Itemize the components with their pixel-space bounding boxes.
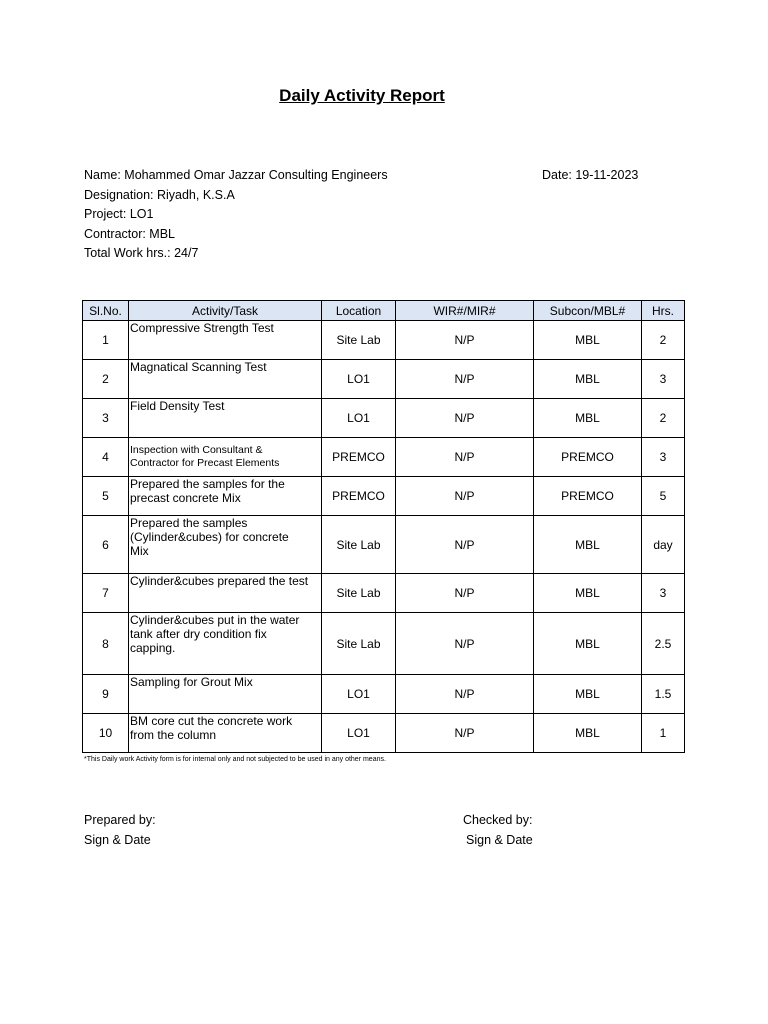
- header-location: Location: [322, 301, 396, 321]
- cell-activity: Sampling for Grout Mix: [129, 675, 322, 714]
- activity-line: capping.: [130, 641, 176, 655]
- cell-wir-mir: N/P: [396, 613, 534, 675]
- cell-wir-mir: N/P: [396, 714, 534, 753]
- cell-wir-mir: N/P: [396, 399, 534, 438]
- header-sl-no: Sl.No.: [83, 301, 129, 321]
- cell-sl-no: 6: [83, 516, 129, 574]
- cell-location: LO1: [322, 675, 396, 714]
- cell-sl-no: 7: [83, 574, 129, 613]
- cell-sl-no: 4: [83, 438, 129, 477]
- report-title: Daily Activity Report: [279, 86, 445, 105]
- cell-subcon: PREMCO: [534, 438, 642, 477]
- cell-wir-mir: N/P: [396, 477, 534, 516]
- cell-hrs: day: [642, 516, 685, 574]
- table-row: [83, 574, 685, 613]
- header-subcon: Subcon/MBL#: [534, 301, 642, 321]
- table-row: [83, 360, 685, 399]
- checked-by-label: Checked by:: [463, 813, 533, 827]
- cell-hrs: 2: [642, 321, 685, 360]
- prepared-by-label: Prepared by:: [84, 813, 156, 827]
- activity-line: precast concrete Mix: [130, 491, 241, 505]
- activity-line: Prepared the samples for the: [130, 477, 285, 491]
- cell-sl-no: 8: [83, 613, 129, 675]
- prepared-by-block: [84, 810, 156, 850]
- cell-activity: [129, 613, 322, 675]
- name-field: Name: Mohammed Omar Jazzar Consulting Engineers: [84, 168, 388, 182]
- table-row: [83, 675, 685, 714]
- report-info: [84, 166, 388, 264]
- total-work-hrs-field: Total Work hrs.: 24/7: [84, 246, 199, 261]
- cell-subcon: MBL: [534, 574, 642, 613]
- cell-subcon: MBL: [534, 675, 642, 714]
- cell-location: Site Lab: [322, 516, 396, 574]
- table-row: [83, 438, 685, 477]
- cell-location: LO1: [322, 714, 396, 753]
- header-wir-mir: WIR#/MIR#: [396, 301, 534, 321]
- cell-subcon: MBL: [534, 714, 642, 753]
- cell-wir-mir: N/P: [396, 516, 534, 574]
- cell-hrs: 3: [642, 360, 685, 399]
- cell-sl-no: 2: [83, 360, 129, 399]
- cell-location: Site Lab: [322, 574, 396, 613]
- cell-hrs: 5: [642, 477, 685, 516]
- cell-location: PREMCO: [322, 438, 396, 477]
- cell-wir-mir: N/P: [396, 360, 534, 399]
- table-header-row: [83, 301, 685, 321]
- table-row: [83, 516, 685, 574]
- cell-location: PREMCO: [322, 477, 396, 516]
- cell-wir-mir: N/P: [396, 675, 534, 714]
- table-row: [83, 477, 685, 516]
- cell-sl-no: 9: [83, 675, 129, 714]
- cell-activity: [129, 477, 322, 516]
- cell-location: LO1: [322, 360, 396, 399]
- activity-line: Inspection with Consultant &: [130, 444, 263, 456]
- cell-location: LO1: [322, 399, 396, 438]
- cell-sl-no: 1: [83, 321, 129, 360]
- activity-line: Prepared the samples: [130, 516, 248, 530]
- cell-wir-mir: N/P: [396, 574, 534, 613]
- cell-hrs: 1.5: [642, 675, 685, 714]
- activity-table: [82, 300, 685, 753]
- cell-activity: Compressive Strength Test: [129, 321, 322, 360]
- date-field: Date: 19-11-2023: [542, 168, 639, 182]
- cell-activity: Cylinder&cubes prepared the test: [129, 574, 322, 613]
- activity-line: Cylinder&cubes put in the water: [130, 613, 300, 627]
- designation-field: Designation: Riyadh, K.S.A: [84, 187, 235, 202]
- header-hrs: Hrs.: [642, 301, 685, 321]
- cell-activity: Magnatical Scanning Test: [129, 360, 322, 399]
- project-field: Project: LO1: [84, 207, 154, 222]
- footnote: *This Daily work Activity form is for internal only and not subjected to be used in any other means.: [84, 756, 386, 763]
- activity-line: BM core cut the concrete work: [130, 714, 293, 728]
- cell-hrs: 3: [642, 438, 685, 477]
- cell-sl-no: 10: [83, 714, 129, 753]
- cell-hrs: 1: [642, 714, 685, 753]
- cell-sl-no: 3: [83, 399, 129, 438]
- cell-location: Site Lab: [322, 321, 396, 360]
- table-row: [83, 321, 685, 360]
- cell-subcon: MBL: [534, 399, 642, 438]
- activity-line: from the column: [130, 728, 217, 742]
- cell-activity: Field Density Test: [129, 399, 322, 438]
- table-row: [83, 714, 685, 753]
- cell-hrs: 2: [642, 399, 685, 438]
- cell-subcon: PREMCO: [534, 477, 642, 516]
- cell-wir-mir: N/P: [396, 321, 534, 360]
- cell-location: Site Lab: [322, 613, 396, 675]
- table-row: [83, 613, 685, 675]
- cell-subcon: MBL: [534, 360, 642, 399]
- cell-activity: [129, 516, 322, 574]
- activity-line: Contractor for Precast Elements: [130, 457, 280, 469]
- cell-activity: [129, 714, 322, 753]
- cell-subcon: MBL: [534, 613, 642, 675]
- contractor-field: Contractor: MBL: [84, 226, 176, 241]
- checked-sign-date: Sign & Date: [466, 833, 533, 847]
- cell-activity: [129, 438, 322, 477]
- activity-line: Mix: [130, 544, 149, 558]
- cell-subcon: MBL: [534, 516, 642, 574]
- cell-wir-mir: N/P: [396, 438, 534, 477]
- cell-hrs: 3: [642, 574, 685, 613]
- checked-by-block: [463, 810, 533, 850]
- header-activity: Activity/Task: [129, 301, 322, 321]
- table-row: [83, 399, 685, 438]
- prepared-sign-date: Sign & Date: [84, 833, 151, 847]
- cell-subcon: MBL: [534, 321, 642, 360]
- cell-sl-no: 5: [83, 477, 129, 516]
- activity-line: tank after dry condition fix: [130, 627, 267, 641]
- activity-line: (Cylinder&cubes) for concrete: [130, 530, 289, 544]
- cell-hrs: 2.5: [642, 613, 685, 675]
